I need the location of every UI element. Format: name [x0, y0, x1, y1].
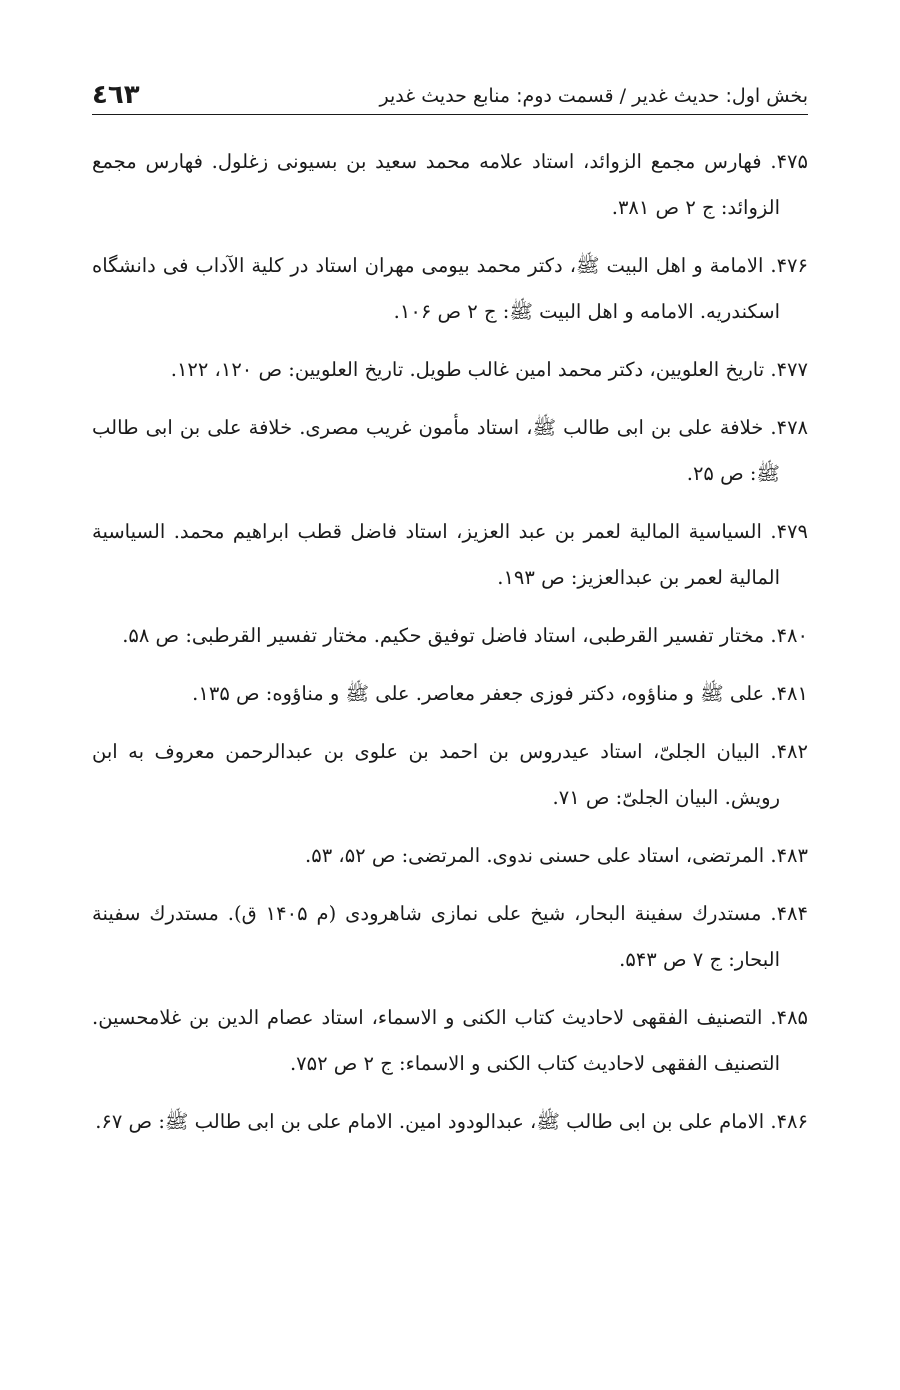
entry-number: ۴۸۱.: [770, 682, 808, 705]
entry-text: الامامة و اهل البيت ﷺ، دكتر محمد بيومى مهران استاد در كلية الآداب فى دانشگاه اسكندريه. الامامه و اهل البيت ﷺ: ج ۲ ص ۱۰۶.: [92, 254, 780, 323]
reference-entry: [92, 243, 808, 335]
reference-entry: [92, 671, 808, 717]
entry-text: الامام على بن ابى طالب ﷺ، عبدالودود امين. الامام على بن ابى طالب ﷺ: ص ۶۷.: [95, 1110, 765, 1133]
reference-entry: [92, 891, 808, 983]
entry-text: مختار تفسير القرطبى، استاد فاضل توفيق حكيم. مختار تفسير القرطبى: ص ۵۸.: [122, 624, 765, 647]
entry-number: ۴۸۰.: [770, 624, 808, 647]
entry-text: التصنيف الفقهى لاحاديث كتاب الكنى و الاسماء، استاد عصام الدين بن غلامحسين. التصنيف الفقهى لاحاديث كتاب الكنى و الاسماء: ج ۲ ص ۷۵۲.: [92, 1006, 780, 1075]
entry-number: ۴۷۵.: [770, 150, 808, 173]
entry-text: على ﷺ و مناؤوه، دكتر فوزى جعفر معاصر. على ﷺ و مناؤوه: ص ۱۳۵.: [192, 682, 765, 705]
entry-number: ۴۷۶.: [770, 254, 808, 277]
reference-entry: [92, 729, 808, 821]
entry-text: المرتضى، استاد على حسنى ندوى. المرتضى: ص ۵۲، ۵۳.: [305, 844, 765, 867]
reference-entry: [92, 613, 808, 659]
reference-entry: [92, 833, 808, 879]
entry-number: ۴۸۵.: [770, 1006, 809, 1029]
entry-text: تاريخ العلويين، دكتر محمد امين غالب طويل. تاريخ العلويين: ص ۱۲۰، ۱۲۲.: [170, 358, 765, 381]
reference-entry: [92, 405, 808, 497]
reference-entry: [92, 139, 808, 231]
entry-text: خلافة على بن ابى طالب ﷺ، استاد مأمون غريب مصرى. خلافة على بن ابى طالب ﷺ: ص ۲۵.: [92, 416, 780, 485]
page-header: [92, 62, 808, 115]
page-number: ٤٦٣: [92, 80, 140, 110]
book-page: [92, 62, 808, 1157]
running-title: بخش اول: حديث غدير / قسمت دوم: منابع حديث غدير: [379, 85, 808, 108]
entry-number: ۴۷۸.: [770, 416, 809, 439]
entry-text: السياسية المالية لعمر بن عبد العزيز، استاد فاضل قطب ابراهيم محمد. السياسية المالية لعمر بن عبدالعزيز: ص ۱۹۳.: [92, 520, 780, 589]
reference-list: [92, 139, 808, 1145]
reference-entry: [92, 347, 808, 393]
entry-number: ۴۸۳.: [770, 844, 808, 867]
reference-entry: [92, 509, 808, 601]
entry-number: ۴۷۹.: [770, 520, 808, 543]
entry-number: ۴۷۷.: [770, 358, 808, 381]
entry-number: ۴۸۴.: [770, 902, 808, 925]
reference-entry: [92, 995, 808, 1087]
entry-text: فهارس مجمع الزوائد، استاد علامه محمد سعيد بن بسيونى زغلول. فهارس مجمع الزوائد: ج ۲ ص ۳۸۱.: [92, 150, 780, 219]
entry-text: البيان الجلىّ، استاد عيدروس بن احمد بن علوى بن عبدالرحمن معروف به ابن رويش. البيان الجلىّ: ص ۷۱.: [92, 740, 780, 809]
entry-text: مستدرك سفينة البحار، شيخ على نمازى شاهرودى (م ۱۴۰۵ ق). مستدرك سفينة البحار: ج ۷ ص ۵۴۳.: [92, 902, 780, 971]
entry-number: ۴۸۲.: [770, 740, 808, 763]
entry-number: ۴۸۶.: [770, 1110, 808, 1133]
reference-entry: [92, 1099, 808, 1145]
